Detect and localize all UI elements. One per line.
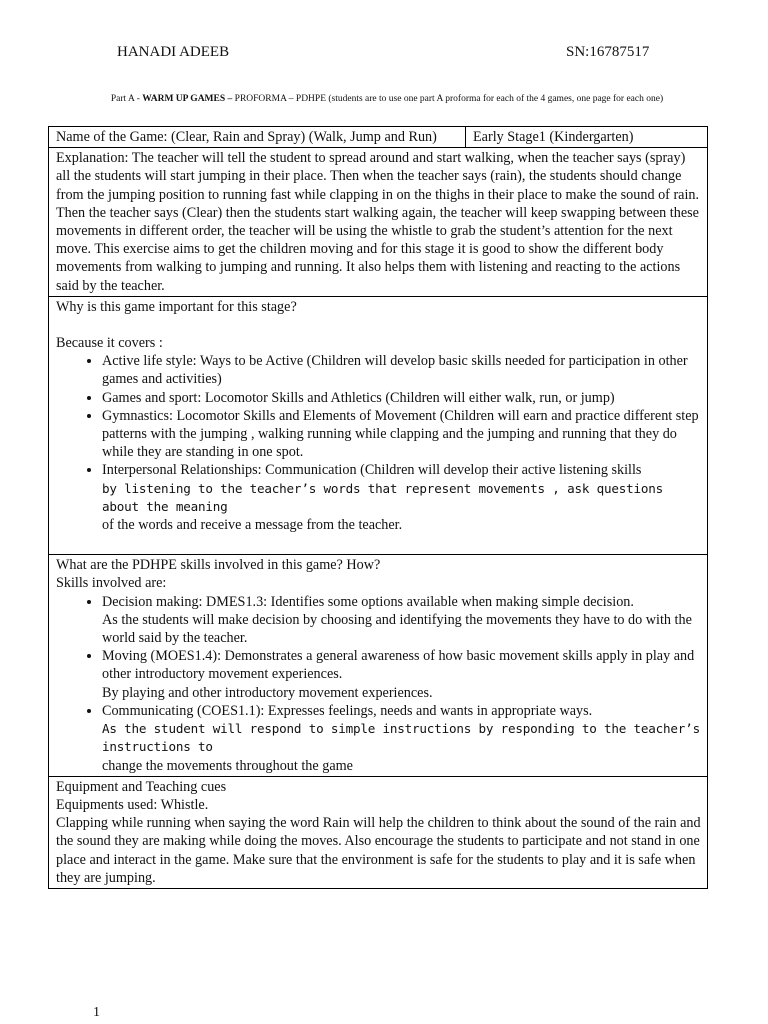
game-row [49, 127, 708, 148]
list-item: • Active life style: Ways to be Active (Children will develop basic skills needed for participation in other games and activities) [102, 352, 702, 388]
equipment-used: Equipments used: Whistle. [56, 796, 209, 813]
teaching-cues: Clapping while running when saying the word Rain will help the children to think about the sound of the rain and the sound they are making while doing the moves. Also encourage the students to participate and not stand in one place and interact in the game. Make sure that the environment is safe for the students to play and it is safe when they are jumping. [56, 815, 701, 886]
equipment-cell [49, 776, 708, 888]
skill3-detail-end: change the movements throughout the game [102, 757, 353, 774]
item4-line2: by listening to the teacher’s words that represent movements , ask questions about the meaning [102, 480, 664, 514]
skills-list [56, 593, 702, 775]
part-a-heading [92, 94, 682, 105]
importance-cell [49, 296, 708, 554]
explanation-text: Explanation: The teacher will tell the student to spread around and start walking, when the teacher says (spray) all the students will start jumping in their place. Then when the teacher says (rain), the students should change from the jumping position to running fast while clapping in on the thighs in their place to make the sound of rain. Then the teacher says (Clear) then the students start walking again, the teacher will keep swapping between these movements in different order, the teacher will be using the whistle to grab the student’s attention for the next move. This exercise aims to get the children moving and for this stage it is good to show the different body movements from walking to jumping and running. It also helps them with listening and reacting to the actions said by the teacher. [56, 150, 700, 294]
page-number: 1 [93, 1005, 100, 1020]
stage: Early Stage1 (Kindergarten) [473, 129, 634, 145]
skills-row [49, 555, 708, 776]
importance-question: Why is this game important for this stage? [56, 298, 297, 315]
skills-cell [49, 555, 708, 776]
student-number: SN:16787517 [566, 44, 650, 60]
explanation-row [49, 148, 708, 297]
game-name: Name of the Game: (Clear, Rain and Spray) (Walk, Jump and Run) [56, 129, 437, 145]
item4-line1: Interpersonal Relationships: Communication (Children will develop their active listening skills [102, 462, 642, 479]
part-prefix: Part A - [110, 94, 143, 104]
proforma-table [48, 126, 708, 889]
skills-question: What are the PDHPE skills involved in this game? How? [56, 557, 381, 574]
skill3-title: Communicating (COES1.1): Expresses feelings, needs and wants in appropriate ways. [102, 702, 593, 719]
skill2-detail: By playing and other introductory movement experiences. [102, 684, 433, 701]
skill1-detail: As the students will make decision by choosing and identifying the movements they have to do with the world said by the teacher. [102, 611, 692, 647]
part-proforma: PROFORMA – [234, 94, 296, 104]
author-name: HANADI ADEEB [117, 44, 230, 60]
item4-line3: of the words and receive a message from the teacher. [102, 517, 403, 534]
importance-row [49, 296, 708, 554]
stage-cell [466, 127, 708, 148]
part-bold: WARM UP GAMES – [142, 94, 235, 104]
spacer [56, 316, 702, 334]
part-rest: PDHPE (students are to use one part A proforma for each of the 4 games, one page for each one) [295, 94, 664, 104]
importance-list [56, 352, 702, 534]
equipment-row [49, 776, 708, 888]
list-item: • Games and sport: Locomotor Skills and Athletics (Children will either walk, run, or jump) [102, 389, 702, 407]
equipment-title: Equipment and Teaching cues [56, 778, 227, 795]
importance-intro: Because it covers : [56, 335, 163, 352]
game-name-cell [49, 127, 466, 148]
explanation-cell [49, 148, 708, 297]
list-item [102, 593, 702, 648]
list-item [102, 647, 702, 702]
list-item: • Gymnastics: Locomotor Skills and Elements of Movement (Children will earn and practice different step patterns with the jumping , walking running while clapping and the jumping and running that they do while they are standing in one spot. [102, 407, 702, 462]
skill2-title: Moving (MOES1.4): Demonstrates a general awareness of how basic movement skills apply in play and other introductory movement experiences. [102, 648, 695, 683]
skill3-detail: As the student will respond to simple instructions by responding to the teacher’s instructions to [102, 721, 700, 755]
skill1-title: Decision making: DMES1.3: Identifies some options available when making simple decision. [102, 593, 634, 610]
list-item [102, 461, 702, 534]
skills-intro: Skills involved are: [56, 575, 167, 592]
list-item [102, 702, 702, 775]
